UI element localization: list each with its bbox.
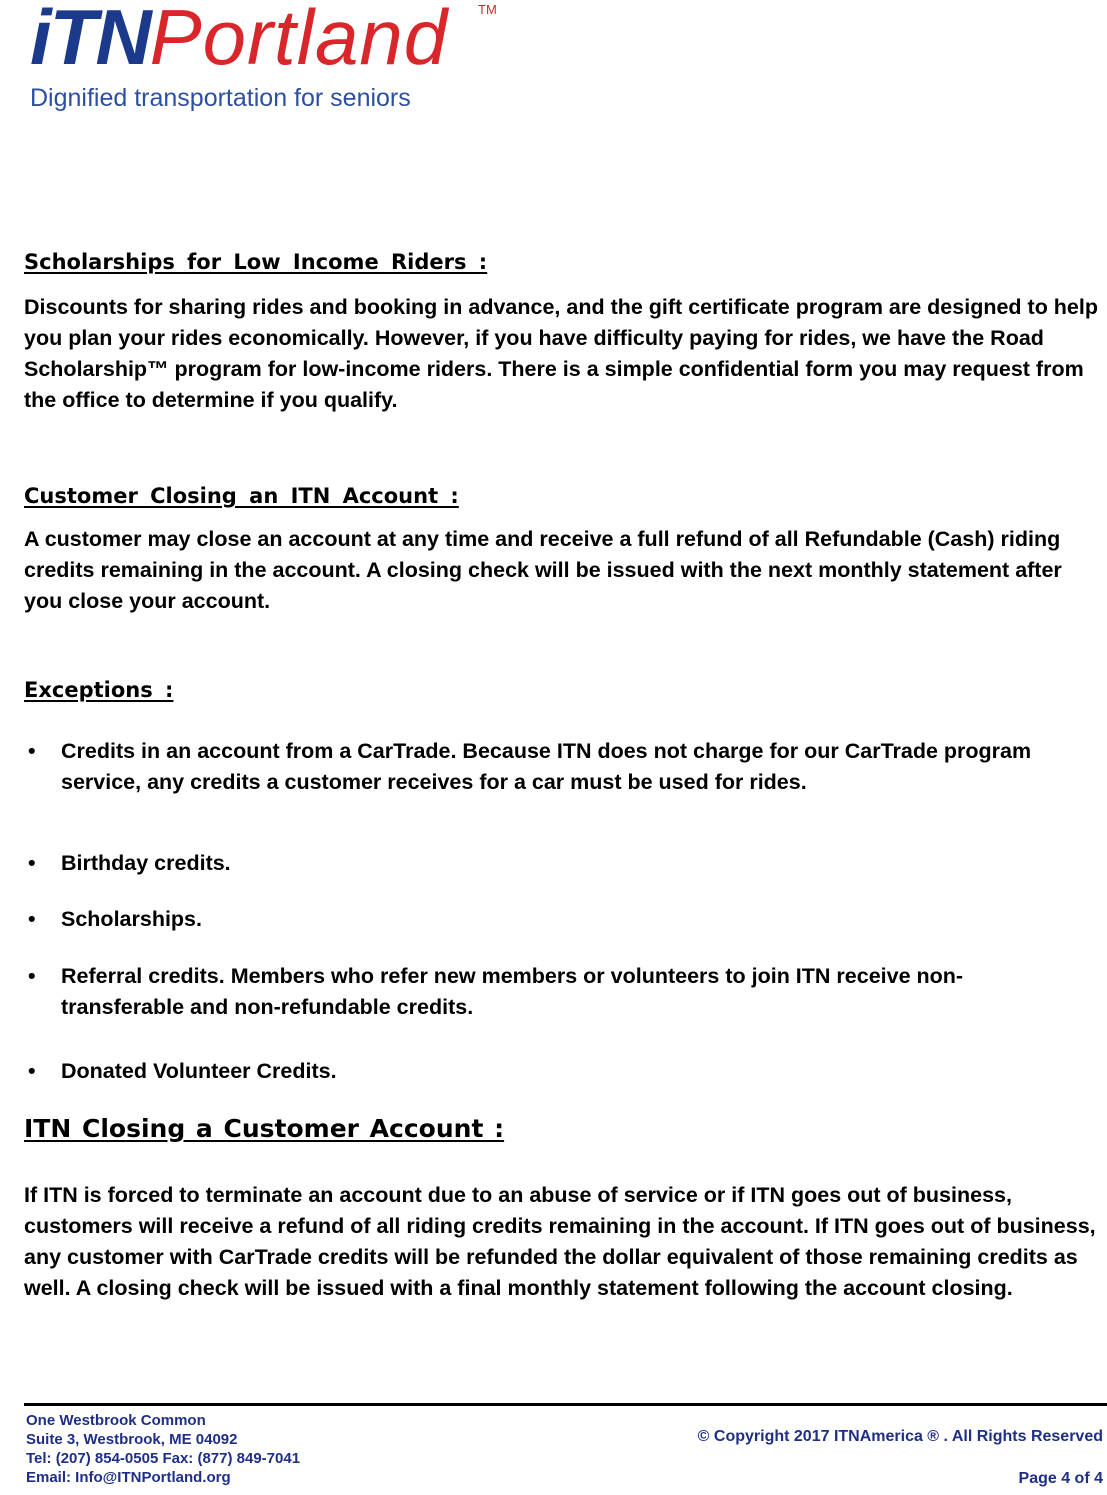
list-item <box>28 848 1068 879</box>
heading-scholarships: Scholarships for Low Income Riders : <box>24 250 488 274</box>
bullet-icon: • <box>28 907 36 931</box>
logo-portland: Portland <box>149 0 449 81</box>
list-item <box>28 1056 1068 1087</box>
list-item-text: Donated Volunteer Credits. <box>61 1059 337 1083</box>
list-item-text: Birthday credits. <box>61 851 231 875</box>
footer-phone: Tel: (207) 854-0505 Fax: (877) 849-7041 <box>26 1450 301 1467</box>
paragraph-itn-closing: If ITN is forced to terminate an account due to an abuse of service or if ITN goes out of business, customers will receive a refund of all riding credits remaining in the account. If ITN goes out of business, any customer with CarTrade credits will be refunded the dollar equivalent of those remaining credits as well. A closing check will be issued with a final monthly statement following the account closing. <box>24 1183 1096 1300</box>
footer-divider <box>24 1403 1107 1406</box>
footer-address-line: Suite 3, Westbrook, ME 04092 <box>26 1431 238 1448</box>
page-number: Page 4 of 4 <box>1018 1470 1103 1487</box>
list-item-text: Scholarships. <box>61 907 202 931</box>
list-item <box>28 736 1068 798</box>
itn-portland-logo <box>30 0 510 120</box>
heading-itn-closing: ITN Closing a Customer Account : <box>24 1114 505 1143</box>
paragraph-customer-closing: A customer may close an account at any time and receive a full refund of all Refundable (Cash) riding credits remaining in the account. A closing check will be issued with the next monthly statement after you close your account. <box>24 527 1062 613</box>
list-item-text: Credits in an account from a CarTrade. Because ITN does not charge for our CarTrade program service, any credits a customer receives for a car must be used for rides. <box>61 739 1032 794</box>
heading-customer-closing: Customer Closing an ITN Account : <box>24 484 459 508</box>
footer-address-line: One Westbrook Common <box>26 1412 206 1429</box>
list-item-text: Referral credits. Members who refer new members or volunteers to join ITN receive non-transferable and non-refundable credits. <box>61 964 964 1019</box>
bullet-icon: • <box>28 1059 36 1083</box>
footer-email: Email: Info@ITNPortland.org <box>26 1469 231 1486</box>
footer-copyright: © Copyright 2017 ITNAmerica ® . All Rights Reserved <box>697 1428 1103 1445</box>
paragraph-scholarships: Discounts for sharing rides and booking in advance, and the gift certificate program are designed to help you plan your rides economically. However, if you have difficulty paying for rides, we have the Road Scholarship™ program for low-income riders. There is a simple confidential form you may request from the office to determine if you qualify. <box>24 295 1098 412</box>
bullet-icon: • <box>28 964 36 988</box>
bullet-icon: • <box>28 851 36 875</box>
list-item <box>28 961 1068 1023</box>
logo-trademark: TM <box>478 2 497 17</box>
footer-address <box>26 1411 300 1487</box>
logo-tagline: Dignified transportation for seniors <box>30 84 411 112</box>
bullet-icon: • <box>28 739 36 763</box>
logo-itn: iTN <box>30 0 150 81</box>
heading-exceptions: Exceptions : <box>24 678 174 702</box>
logo-wordmark <box>30 0 448 82</box>
list-item <box>28 904 1068 935</box>
